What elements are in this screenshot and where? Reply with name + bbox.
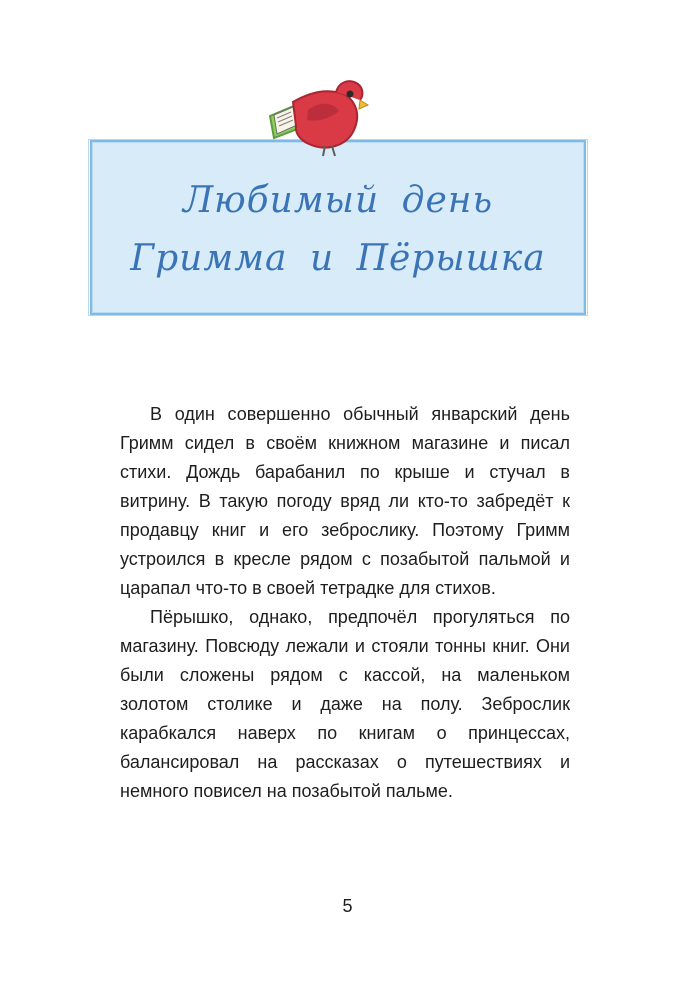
chapter-title-line-1: Любимый день <box>182 180 494 221</box>
paragraph-2: Пёрышко, однако, предпочёл прогуляться по магазину. Повсюду лежали и стояли тонны книг. Они были сложены рядом с кассой, на маленьком золотом столике и даже на полу. Зеброслик карабкался наверх по книгам о принцессах, балансировал на рассказах о путешествиях и немного повисел на позабытой пальме. <box>120 607 570 801</box>
chapter-title-box <box>90 140 586 315</box>
red-bird-reading-book-icon <box>262 70 372 158</box>
page-number: 5 <box>342 896 353 916</box>
chapter-title-line-2: Гримма и Пёрышка <box>130 238 546 279</box>
story-text <box>120 400 570 806</box>
paragraph-1: В один совершенно обычный январский день Гримм сидел в своём книжном магазине и писал стихи. Дождь барабанил по крыше и стучал в витрину. В такую погоду вряд ли кто-то забредёт к продавцу книг и его зеброслику. Поэтому Гримм устроился в кресле рядом с позабытой пальмой и царапал что-то в своей тетрадке для стихов. <box>120 404 570 598</box>
